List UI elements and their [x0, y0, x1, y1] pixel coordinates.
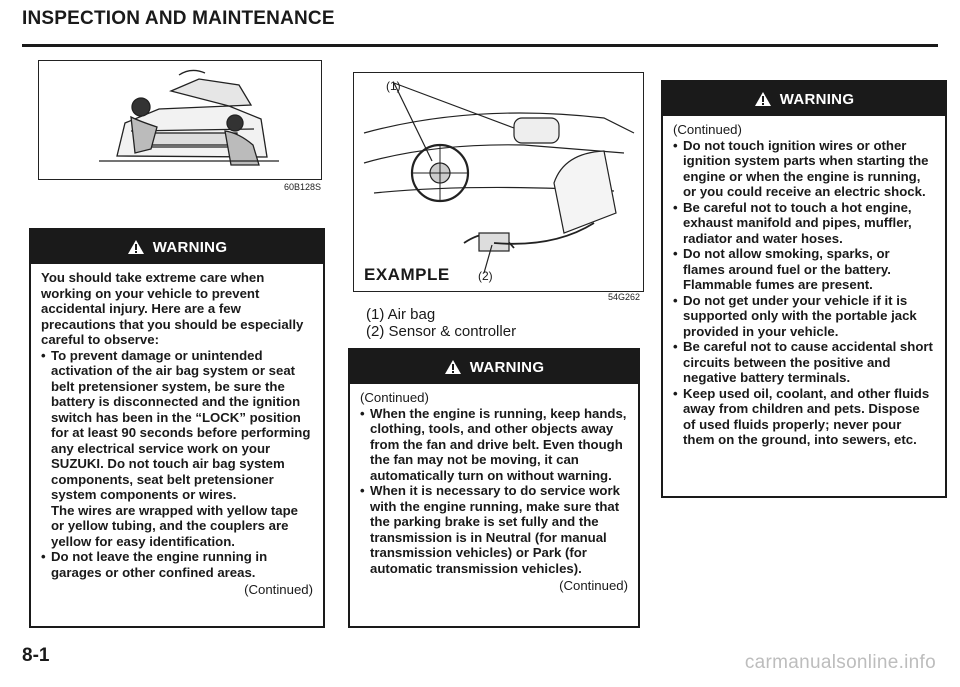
header-rule	[22, 44, 938, 47]
warning-heading: WARNING	[152, 238, 228, 256]
bullet-dot-icon: •	[673, 292, 678, 308]
bullet-dot-icon: •	[673, 246, 678, 261]
warning-bullet	[360, 483, 628, 576]
warning-bullet	[360, 406, 628, 484]
warning-bullet-text: Be careful not to cause accidental short circuits between the positive and negative battery terminals.	[683, 339, 933, 385]
warning-bullet-text: Do not touch ignition wires or other ignition system parts when starting the engine or when the engine is running, or you could receive an electric shock.	[683, 137, 929, 199]
continued-label: (Continued)	[559, 578, 628, 593]
warning-bullet-text: Do not allow smoking, sparks, or flames around fuel or the battery. Flammable fumes are present.	[683, 246, 891, 292]
figure-airbag	[353, 72, 644, 292]
bullet-dot-icon: •	[360, 405, 365, 421]
warning-triangle-icon	[754, 91, 772, 107]
figure2-caption	[366, 306, 516, 340]
figure-mechanics	[38, 60, 322, 180]
caption-sensor-controller: (2) Sensor & controller	[366, 323, 517, 340]
warning-bullet-text: When it is necessary to do service work with the engine running, make sure that the parking brake is set fully and the transmission is in Neutral (for manual transmission vehicles) or Park (for automatic transmission vehicles).	[370, 483, 620, 576]
callout-2: (2)	[478, 269, 493, 283]
figure1-code: 60B128S	[284, 182, 322, 192]
mechanics-illustration	[39, 61, 321, 179]
figure2-code: 54G262	[608, 292, 641, 302]
bullet-dot-icon: •	[360, 483, 365, 498]
warning-bullet	[673, 138, 935, 200]
example-label: EXAMPLE	[364, 265, 450, 284]
warning-bullet-note: The wires are wrapped with yellow tape or yellow tubing, and the couplers are yellow for easy identification.	[51, 502, 298, 549]
bullet-dot-icon: •	[673, 385, 678, 401]
warning-heading: WARNING	[469, 358, 545, 376]
warning-triangle-icon	[444, 359, 462, 375]
warning-box-left	[29, 228, 325, 628]
warning-bullet	[673, 246, 935, 293]
warning-bullet	[673, 200, 935, 247]
warning-bullet-text: To prevent damage or unintended activation of the air bag system or seat belt pretensioner system, be sure the battery is disconnected and the ignition switch has been in the “LOCK” position for at least 90 seconds before performing any electrical service work on your SUZUKI. Do not touch air bag system components, seat belt pretensioner system components or wires.	[51, 347, 311, 502]
warning-bullet	[673, 386, 935, 448]
warning-triangle-icon	[127, 239, 145, 255]
bullet-dot-icon: •	[673, 339, 678, 354]
caption-air-bag: (1) Air bag	[366, 306, 436, 323]
warning-bullet-text: Keep used oil, coolant, and other fluids away from children and pets. Dispose of used fluids properly; never pour them on the ground, into sewers, etc.	[683, 385, 930, 447]
warning-body	[350, 384, 638, 600]
continued-top-label: (Continued)	[673, 122, 742, 137]
warning-intro: You should take extreme care when working on your vehicle to prevent accidental injury. Here are a few precautions that you should be especially careful to observe:	[41, 270, 304, 347]
warning-body	[31, 264, 323, 604]
continued-top-label: (Continued)	[360, 390, 429, 405]
warning-bullet-text: Do not get under your vehicle if it is supported only with the portable jack provided in your vehicle.	[683, 292, 917, 339]
warning-header	[31, 230, 323, 264]
bullet-dot-icon: •	[41, 347, 46, 363]
bullet-dot-icon: •	[673, 137, 678, 153]
warning-bullet-text: When the engine is running, keep hands, clothing, tools, and other objects away from the fan and drive belt. Even though the fan may not be moving, it can automatically turn on without warning.	[370, 405, 627, 483]
page-number: 8-1	[22, 645, 50, 666]
continued-label: (Continued)	[244, 582, 313, 597]
warning-bullet-text: Do not leave the engine running in garages or other confined areas.	[51, 549, 268, 580]
warning-heading: WARNING	[779, 90, 855, 108]
airbag-dashboard-illustration	[354, 73, 643, 291]
warning-header	[350, 350, 638, 384]
page-header-title: INSPECTION AND MAINTENANCE	[22, 8, 335, 29]
warning-bullet	[41, 549, 313, 580]
bullet-dot-icon: •	[673, 199, 678, 215]
warning-bullet	[41, 348, 313, 503]
warning-bullet	[673, 293, 935, 340]
warning-body	[663, 116, 945, 454]
warning-bullet-text: Be careful not to touch a hot engine, exhaust manifold and pipes, muffler, radiator and water hoses.	[683, 199, 912, 246]
warning-bullet	[673, 339, 935, 386]
bullet-dot-icon: •	[41, 549, 46, 564]
warning-header	[663, 82, 945, 116]
warning-box-middle	[348, 348, 640, 628]
warning-box-right	[661, 80, 947, 498]
callout-1: (1)	[386, 79, 401, 93]
watermark: carmanualsonline.info	[744, 652, 936, 673]
